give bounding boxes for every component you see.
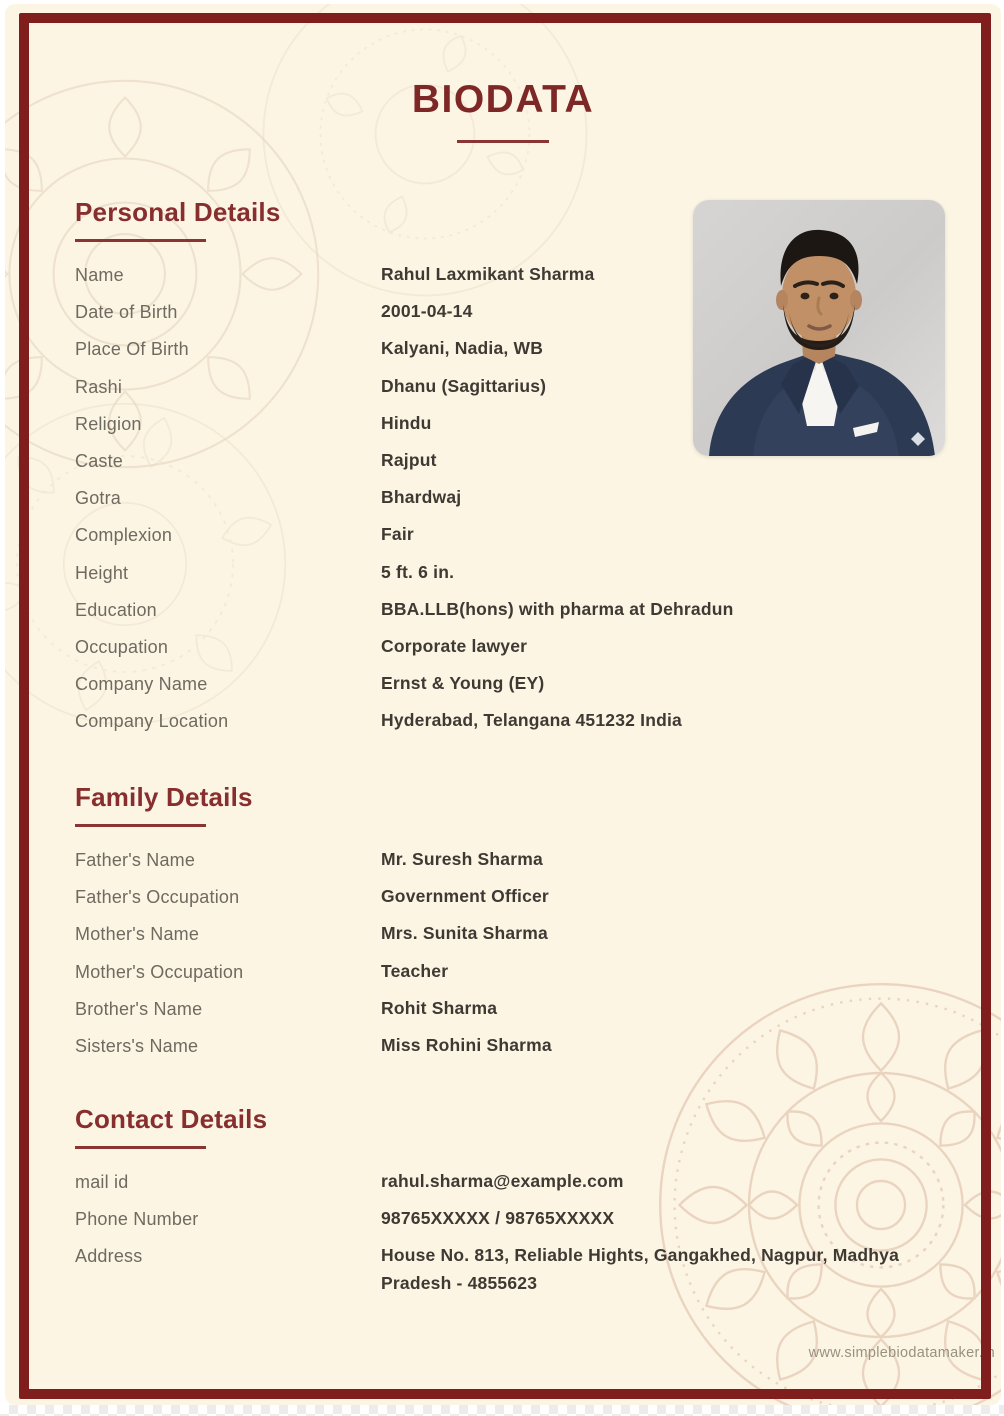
row-value: Rahul Laxmikant Sharma — [381, 264, 595, 284]
detail-row — [75, 520, 951, 557]
contact-rows — [75, 1167, 951, 1297]
row-value: Government Officer — [381, 886, 549, 907]
section-heading: Contact Details — [75, 1104, 268, 1134]
detail-row — [75, 483, 951, 520]
row-value: Hyderabad, Telangana 451232 India — [381, 710, 682, 731]
row-value: Fair — [381, 524, 414, 545]
row-label: Name — [75, 265, 124, 285]
row-label: Religion — [75, 413, 142, 434]
section-heading: Family Details — [75, 782, 253, 812]
row-value: Mrs. Sunita Sharma — [381, 923, 548, 944]
row-label: Education — [75, 599, 157, 620]
detail-row — [75, 882, 951, 919]
row-label: Rashi — [75, 376, 123, 397]
detail-row — [75, 632, 951, 669]
row-value: Corporate lawyer — [381, 635, 528, 656]
row-value: 98765XXXXX / 98765XXXXX — [381, 1208, 615, 1229]
row-value: 5 ft. 6 in. — [381, 561, 455, 582]
page-edge — [0, 1405, 1004, 1416]
row-value: Teacher — [381, 960, 449, 981]
row-label: Place Of Birth — [75, 339, 189, 360]
watermark-url: www.simplebiodatamaker.in — [808, 1345, 995, 1361]
detail-row — [75, 1241, 951, 1297]
row-label: Sisters's Name — [75, 1035, 199, 1056]
page-title: BIODATA — [411, 78, 595, 121]
row-label: Phone Number — [75, 1209, 199, 1230]
title-block — [5, 78, 1001, 143]
row-value: Ernst & Young (EY) — [381, 673, 545, 694]
row-label: Address — [75, 1246, 143, 1267]
section-underline — [75, 824, 206, 827]
section-family-details — [75, 782, 951, 1068]
section-underline — [75, 1146, 206, 1149]
row-label: Brother's Name — [75, 998, 203, 1019]
row-value: Rajput — [381, 449, 437, 470]
detail-row — [75, 1167, 951, 1204]
row-value: Hindu — [381, 412, 432, 433]
row-value: House No. 813, Reliable Hights, Gangakhed, Nagpur, Madhya Pradesh - 4855623 — [381, 1245, 900, 1294]
row-label: Company Location — [75, 711, 229, 732]
row-value: Miss Rohini Sharma — [381, 1034, 552, 1055]
detail-row — [75, 706, 951, 743]
row-value: 2001-04-14 — [381, 301, 473, 322]
row-value: Kalyani, Nadia, WB — [381, 338, 544, 359]
detail-row — [75, 1031, 951, 1068]
detail-row — [75, 957, 951, 994]
row-label: Mother's Name — [75, 924, 200, 945]
row-value: BBA.LLB(hons) with pharma at Dehradun — [381, 598, 734, 619]
man-portrait-icon — [693, 200, 945, 456]
detail-row — [75, 1204, 951, 1241]
row-value: Mr. Suresh Sharma — [381, 849, 543, 869]
detail-row — [75, 919, 951, 956]
row-label: mail id — [75, 1172, 129, 1192]
paper-background — [5, 4, 1001, 1405]
section-contact-details — [75, 1104, 951, 1297]
detail-row — [75, 669, 951, 706]
row-value: Bhardwaj — [381, 487, 462, 508]
section-heading: Personal Details — [75, 197, 281, 227]
row-value: Rohit Sharma — [381, 997, 498, 1018]
detail-row — [75, 595, 951, 632]
row-label: Father's Name — [75, 850, 196, 870]
section-underline — [75, 239, 206, 242]
row-label: Caste — [75, 450, 124, 471]
row-label: Date of Birth — [75, 302, 178, 323]
family-rows — [75, 845, 951, 1068]
row-value: rahul.sharma@example.com — [381, 1171, 624, 1191]
row-label: Company Name — [75, 674, 208, 695]
detail-row — [75, 558, 951, 595]
row-label: Height — [75, 562, 129, 583]
title-underline — [457, 140, 549, 143]
row-label: Father's Occupation — [75, 887, 240, 908]
row-label: Mother's Occupation — [75, 961, 244, 982]
detail-row — [75, 845, 951, 882]
row-value: Dhanu (Sagittarius) — [381, 375, 547, 396]
row-label: Complexion — [75, 525, 173, 546]
detail-row — [75, 994, 951, 1031]
candidate-photo — [693, 200, 945, 456]
row-label: Occupation — [75, 636, 169, 657]
row-label: Gotra — [75, 488, 122, 509]
